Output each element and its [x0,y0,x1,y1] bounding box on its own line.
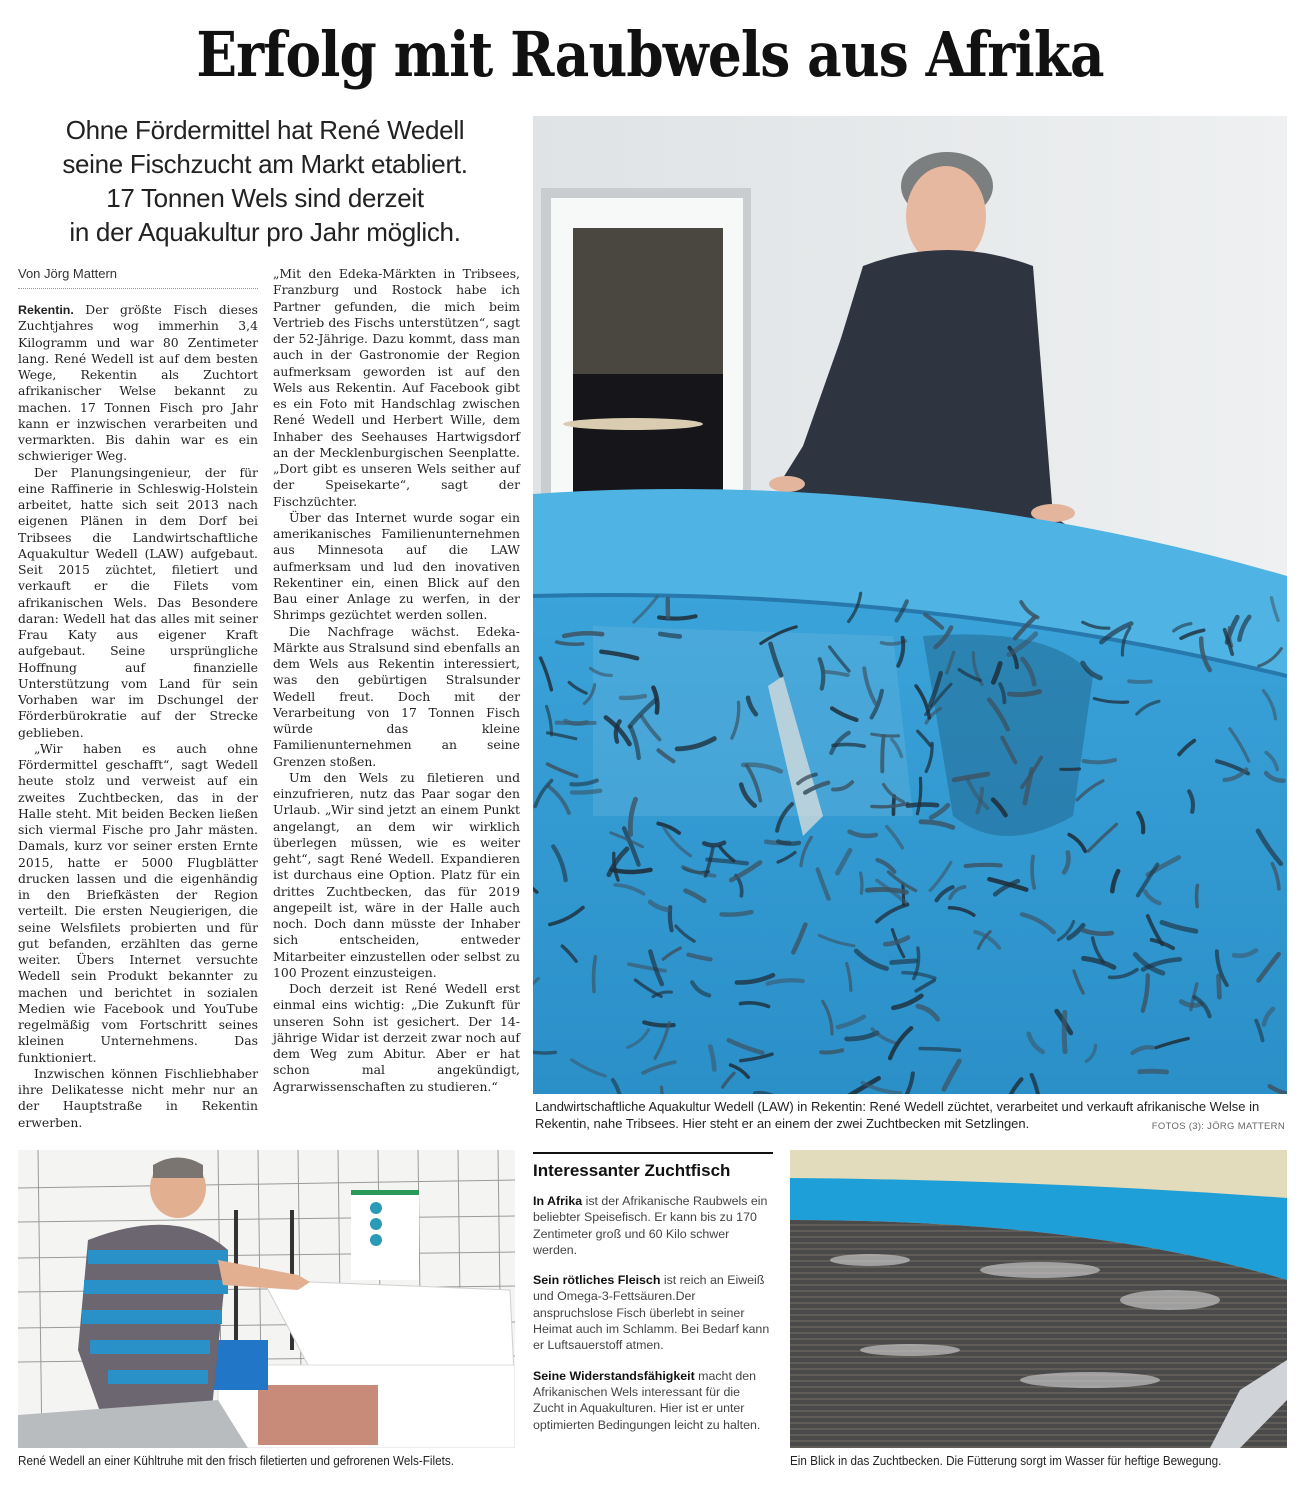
fish [1032,856,1035,888]
info-box-paragraph: In Afrika ist der Afrikanische Raubwels ein beliebter Speisefisch. Er kann bis zu 170 Zentimeter groß und 60 Kilo schwer werden. [533,1194,768,1257]
fish [593,957,595,992]
article-paragraph: „Wir haben es auch ohne Fördermittel geschafft“, sagt Wedell heute stolz und verweist auf ein zweites Zuchtbecken, das in der Halle steht. Mit beiden Becken ließen sich viermal Fische pro Jahr mästen. Damals, kurz vor seiner ersten Ernte 2015, hatte er 5000 Flugblätter drucken lassen und die eigenhändig in den Briefkästen der Region verteilt. Die ersten Neugierigen, die seine Welsfilets probierten und für gut befanden, erzählten das gerne weiter. Übers Internet versuchte Wedell sein Produkt bekannter zu machen und berichtet in sozialen Medien wie Facebook und YouTube regelmäßig vom Fortschritt seines kleinen Unternehmens. Das funktioniert. [18,740,258,1065]
article-paragraph: Inzwischen können Fischliebhaber ihre Delikatesse nicht mehr nur an der Hauptstraße in Rekentin erwerben. [18,1065,258,1130]
subheadline-line: in der Aquakultur pro Jahr möglich. [69,217,461,247]
headline: Erfolg mit Raubwels aus Afrika [196,18,1104,91]
fish [621,696,645,699]
info-box-paragraph: Sein rötliches Fleisch ist reich an Eiweiß und Omega-3-Fettsäuren.Der anspruchslose Fisch überlebt in seiner Heimat auch im Schlamm. Bei Bedarf kann er Luftsauerstoff atmen. [533,1273,770,1353]
fish [557,723,595,724]
fish [861,873,863,893]
fish [821,1050,842,1053]
main-photo [533,116,1287,1094]
subheadline-line: seine Fischzucht am Markt etabliert. [62,149,468,179]
fish [1218,976,1219,997]
article-paragraph: Über das Internet wurde sogar ein amerikanisches Familienunternehmen aus Minnesota auf die LAW aufmerksam und lud den inovativen Rekentiner ein, einen Blick auf den Bau einer Anlage zu werfen, in der Shrimps gezüchtet werden sollen. [273,509,520,623]
article-paragraph: Die Nachfrage wächst. Edeka-Märkte aus Stralsund sind ebenfalls an dem Wels aus Rekentin interessiert, was den gebürtigen Stralsunder Wedell freut. Doch mit der Verarbeitung von 17 Tonnen Fisch würde das kleine Familienunternehmen an seine Grenzen stoßen. [273,623,520,769]
main-caption-text: Landwirtschaftliche Aquakultur Wedell (LAW) in Rekentin: René Wedell züchtet, verarbeitet und verkauft afrikanische Welse in Rekentin, nahe Tribsees. Hier steht er an einem der zwei Zuchtbecken mit Setzlingen. [535,1099,1260,1131]
fish [1140,1071,1167,1072]
fish [1064,1012,1065,1051]
subheadline-line: Ohne Fördermittel hat René Wedell [65,115,465,145]
fish [867,889,906,893]
fish [722,912,752,915]
subheadline [15,113,515,249]
photo-credit: FOTOS (3): JÖRG MATTERN [1151,1121,1285,1132]
fish [882,736,884,771]
main-photo-caption [535,1098,1285,1135]
fish [660,634,680,637]
info-box-paragraph: Seine Widerstandsfähigkeit macht den Afrikanischen Wels interessant für die Zucht in Aquakulturen. Hier ist er unter optimierten Bedingungen leicht zu halten. [533,1368,761,1432]
info-box [533,1152,773,1447]
fish [564,632,602,636]
byline: Von Jörg Mattern [18,266,258,289]
fish [612,870,651,872]
article-paragraph: Um den Wels zu filetieren und einzufrieren, nutz das Paar sogar den Urlaub. „Wir sind jetzt an einem Punkt angelangt, an dem wir wirklich überlegen müssen, wie es weiter geht“, sagt René Wedell. Expandieren ist durchaus eine Option. Platz für ein drittes Zuchtbecken, das für 2019 angepeilt ist, wäre in der Halle auch noch. Doch dann müsste der Inhaber sich entscheiden, entweder Mitarbeiter einzustellen oder selbst zu 100 Prozent einzusteigen. [273,769,520,980]
article-column-1 [18,302,258,1131]
subheadline-line: 17 Tonnen Wels sind derzeit [106,183,424,213]
fish [778,841,799,844]
article-column-2 [273,266,520,1095]
article-paragraph: „Mit den Edeka-Märkten in Tribsees, Franzburg und Rostock habe ich Partner gefunden, die mich beim Vertrieb des Fischs unterstützen“, sagt der 52-Jährige. Dazu kommt, dass man auch in der Gastronomie der Region aufmerksam geworden ist auf den Wels aus Rekentin. Auf Facebook gibt es ein Foto mit Handschlag zwischen René Wedell und Herbert Wille, dem Inhaber des Seehauses Hartwigsdorf an der Mecklenburgischen Seenplatte. „Dort gibt es unseren Wels seither auf der Speisekarte“, sagt der Fischzüchter. [273,266,520,509]
tank-photo-illustration [790,1150,1287,1448]
fish [1084,760,1115,763]
freezer-photo [18,1150,515,1448]
fish [908,804,937,805]
fish [966,865,1001,866]
info-box-title: Interessanter Zuchtfisch [533,1161,731,1180]
fish [1061,769,1080,770]
article-paragraph: Doch derzeit ist René Wedell erst einmal eins wichtig: „Die Zukunft für unseren Sohn ist gesichert. Der 14-jährige Widar ist derzeit zwar noch auf dem Weg zum Abitur. Aber er hat schon mal angekündigt, Agrarwissenschaften zu studieren.“ [273,981,520,1094]
dateline: Rekentin. [18,303,74,317]
fish [1196,885,1197,906]
fish [892,961,916,963]
fish [572,791,600,793]
freezer-photo-caption: René Wedell an einer Kühltruhe mit den frisch filetierten und gefrorenen Wels-Filets. [18,1453,454,1468]
freezer-photo-illustration [18,1150,515,1448]
fish [1009,692,1039,696]
tank-photo [790,1150,1287,1448]
article-paragraph: Der Planungsingenieur, der für eine Raffinerie in Schleswig-Holstein arbeitet, hatte sich seit 2013 nach eigenen Plänen in dem Dorf bei Tribsees die Landwirtschaftliche Aquakultur Wedell (LAW) aufgebaut. Seit 2015 züchtet, filetiert und verkauft er die Filets vom afrikanischen Wels. Das Besondere daran: Wedell hat das alles mit seiner Frau Katy aus eigener Kraft aufgebaut. Seine ursprüngliche Hoffnung auf finanzielle Unterstützung vom Land für sein Vorhaben war im Dschungel der Förderbürokratie auf der Strecke geblieben. [18,464,258,740]
main-photo-illustration [533,116,1287,1094]
fish [920,1048,959,1050]
article-paragraph: Rekentin. Der größte Fisch dieses Zuchtjahres wog immerhin 3,4 Kilogramm und war 80 Zentimeter lang. René Wedell ist auf dem besten Wege, Rekentin als Zuchtort afrikanischer Welse bekannt zu machen. 17 Tonnen Fisch pro Jahr kann er inzwischen verarbeiten und vermarkten. Bis dahin war es ein schwieriger Weg. [18,302,258,464]
tank-photo-caption: Ein Blick in das Zuchtbecken. Die Fütterung sorgt im Wasser für heftige Bewegung. [790,1453,1222,1468]
fish [659,616,696,619]
fish [1129,681,1151,682]
fish [557,642,583,645]
